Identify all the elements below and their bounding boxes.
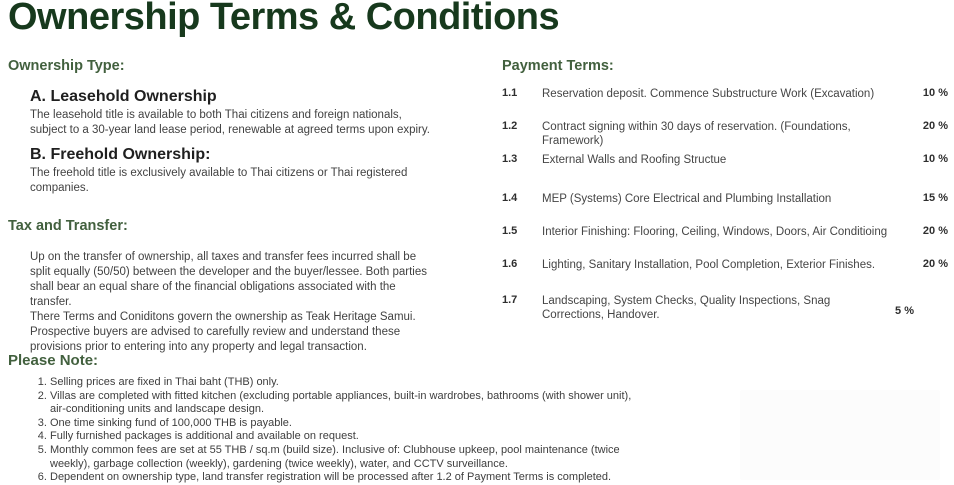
payment-row-description: Interior Finishing: Flooring, Ceiling, Windows, Doors, Air Conditioing	[542, 226, 888, 238]
please-note-heading: Please Note:	[8, 352, 99, 369]
note-item: 6. Dependent on ownership type, land transfer registration will be processed after 1.2 of Payment Terms is completed.	[50, 471, 648, 485]
note-item: 1. Selling prices are fixed in Thai baht (THB) only.	[50, 376, 648, 390]
payment-row-number: 1.3	[502, 153, 518, 165]
page-title: Ownership Terms & Conditions	[8, 0, 560, 38]
payment-row-number: 1.7	[502, 294, 518, 306]
payment-terms-heading: Payment Terms:	[502, 58, 614, 74]
payment-row-description: Contract signing within 30 days of reservation. (Foundations, Framework)	[542, 121, 851, 147]
payment-row-number: 1.6	[502, 258, 518, 270]
tax-transfer-heading: Tax and Transfer:	[8, 218, 128, 234]
payment-row-description: External Walls and Roofing Structue	[542, 154, 727, 166]
note-item: 2. Villas are completed with fitted kitchen (excluding portable appliances, built-in wardrobes, bathrooms (with shower unit), air-conditioning units and landscape design.	[50, 390, 648, 417]
leasehold-body: The leasehold title is available to both Thai citizens and foreign nationals, subject to a 30-year land lease period, renewable at agreed terms upon expiry.	[30, 109, 430, 136]
payment-row	[502, 153, 948, 192]
payment-row-percent: 20 %	[922, 120, 948, 132]
freehold-body: The freehold title is exclusively available to Thai citizens or Thai registered companies.	[30, 167, 408, 194]
payment-row-description: MEP (Systems) Core Electrical and Plumbing Installation	[542, 193, 832, 205]
payment-row	[502, 225, 948, 258]
payment-row-percent: 15 %	[922, 192, 948, 204]
leasehold-heading: A. Leasehold Ownership	[30, 88, 217, 105]
payment-row-number: 1.1	[502, 87, 518, 99]
payment-row-number: 1.2	[502, 120, 518, 132]
tax-transfer-section	[30, 250, 433, 355]
please-note-list	[30, 376, 648, 485]
payment-row	[502, 87, 948, 120]
payment-row	[502, 294, 948, 327]
tax-transfer-paragraph: Up on the transfer of ownership, all taxes and transfer fees incurred shall be split equally (50/50) between the developer and the buyer/lessee. Both parties shall bear an equal share of the financial obligations associated with the transfer.	[30, 251, 428, 308]
tax-transfer-paragraph: There Terms and Coniditons govern the ownership as Teak Heritage Samui. Prospective buyers are advised to carefully review and understand these provisions prior to entering into any property and legal transaction.	[30, 311, 416, 353]
payment-row-percent: 20 %	[922, 225, 948, 237]
payment-terms-section	[502, 58, 948, 327]
payment-row	[502, 120, 948, 153]
freehold-heading: B. Freehold Ownership:	[30, 146, 211, 163]
payment-row-percent: 10 %	[922, 153, 948, 165]
payment-row-percent: 20 %	[922, 258, 948, 270]
faint-watermark	[740, 390, 940, 480]
payment-row-percent: 5 %	[895, 304, 914, 317]
note-item: 4. Fully furnished packages is additional and available on request.	[50, 430, 648, 444]
payment-row-number: 1.5	[502, 225, 518, 237]
payment-row-description: Lighting, Sanitary Installation, Pool Completion, Exterior Finishes.	[542, 259, 876, 271]
payment-row-description: Landscaping, System Checks, Quality Inspections, Snag Corrections, Handover.	[542, 295, 831, 321]
payment-row-description: Reservation deposit. Commence Substructure Work (Excavation)	[542, 88, 875, 100]
payment-row-percent: 10 %	[922, 87, 948, 99]
payment-row	[502, 192, 948, 225]
ownership-type-heading: Ownership Type:	[8, 58, 125, 74]
note-item: 3. One time sinking fund of 100,000 THB is payable.	[50, 417, 648, 431]
left-column	[8, 58, 433, 355]
payment-row-number: 1.4	[502, 192, 518, 204]
payment-terms-table	[502, 87, 948, 327]
leasehold-section	[30, 88, 433, 196]
payment-row	[502, 258, 948, 294]
note-item: 5. Monthly common fees are set at 55 THB / sq.m (build size). Inclusive of: Clubhouse upkeep, pool maintenance (twice weekly), garbage collection (weekly), gardening (twice weekly), water, and CCTV surveillance.	[50, 444, 648, 471]
